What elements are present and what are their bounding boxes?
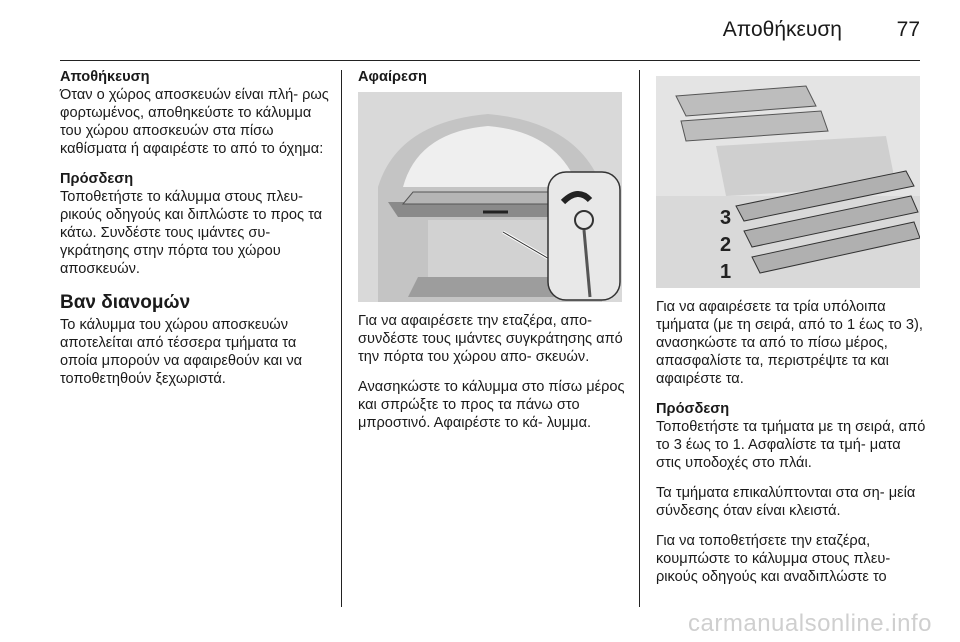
page-number: 77 [896,18,920,41]
paragraph-attach: Τοποθετήστε το κάλυμμα στους πλευ- ρικούς οδηγούς και διπλώστε το προς τα κάτω. Συνδέστε τους ιμάντες συ- γκράτησης στην πόρτα του χώρου αποσκευών. [60,189,323,277]
column-1 [60,68,332,400]
paragraph-attach-2: Τα τμήματα επικαλύπτονται στα ση- μεία σύνδεσης όταν είναι κλειστά. [656,485,916,519]
watermark: carmanualsonline.info [688,610,932,637]
paragraph-attach-1: Τοποθετήστε τα τμήματα με τη σειρά, από το 3 έως το 1. Ασφαλίστε τα τμή- ματα στις υποδοχές στο πλάι. [656,419,926,471]
heading-storage: Αποθήκευση [60,69,150,85]
label-section-2: 2 [720,234,732,256]
heading-attach-sections: Πρόσδεση [656,401,730,417]
label-section-3: 3 [720,207,732,229]
paragraph-sections: Για να αφαιρέσετε τα τρία υπόλοιπα τμήματα (με τη σειρά, από το 1 έως το 3), ανασηκώστε τα από το πίσω μέρος, απασφαλίστε τα, περιστρέψτε τα και αφαιρέστε τα. [656,299,923,387]
label-section-1: 1 [720,261,732,283]
heading-delivery-van: Βαν διανομών [60,292,191,313]
column-2 [358,68,628,444]
paragraph-storage: Όταν ο χώρος αποσκευών είναι πλή- ρως φορτωμένος, αποθηκεύστε το κάλυμμα του χώρου αποσκευών στα πίσω καθίσματα ή αφαιρέστε το από το όχημα: [60,87,329,157]
column-divider [639,70,640,607]
header-rule [60,60,920,61]
paragraph-remove-1: Για να αφαιρέσετε την εταζέρα, απο- συνδέστε τους ιμάντες συγκράτησης από την πόρτα του χώρου απο- σκευών. [358,313,623,365]
heading-remove: Αφαίρεση [358,69,427,85]
page-header [0,0,960,60]
figure-sections [656,76,920,288]
column-3 [656,68,926,598]
illustration-floor-sections [656,76,920,288]
page-title: Αποθήκευση [722,18,842,41]
paragraph-delivery-van: Το κάλυμμα του χώρου αποσκευών αποτελείται από τέσσερα τμήματα τα οποία μπορούν να αφαιρεθούν και να τοποθετηθούν ξεχωριστά. [60,317,303,387]
column-divider [341,70,342,607]
heading-attach: Πρόσδεση [60,171,134,187]
paragraph-attach-3: Για να τοποθετήσετε την εταζέρα, κουμπώστε το κάλυμμα στους πλευ- ρικούς οδηγούς και αναδιπλώστε το [656,533,891,585]
illustration-trunk-cover [358,92,622,302]
figure-cover-removal [358,92,622,302]
paragraph-remove-2: Ανασηκώστε το κάλυμμα στο πίσω μέρος και σπρώξτε το προς τα πάνω στο μπροστινό. Αφαιρέστε το κά- λυμμα. [358,379,625,431]
